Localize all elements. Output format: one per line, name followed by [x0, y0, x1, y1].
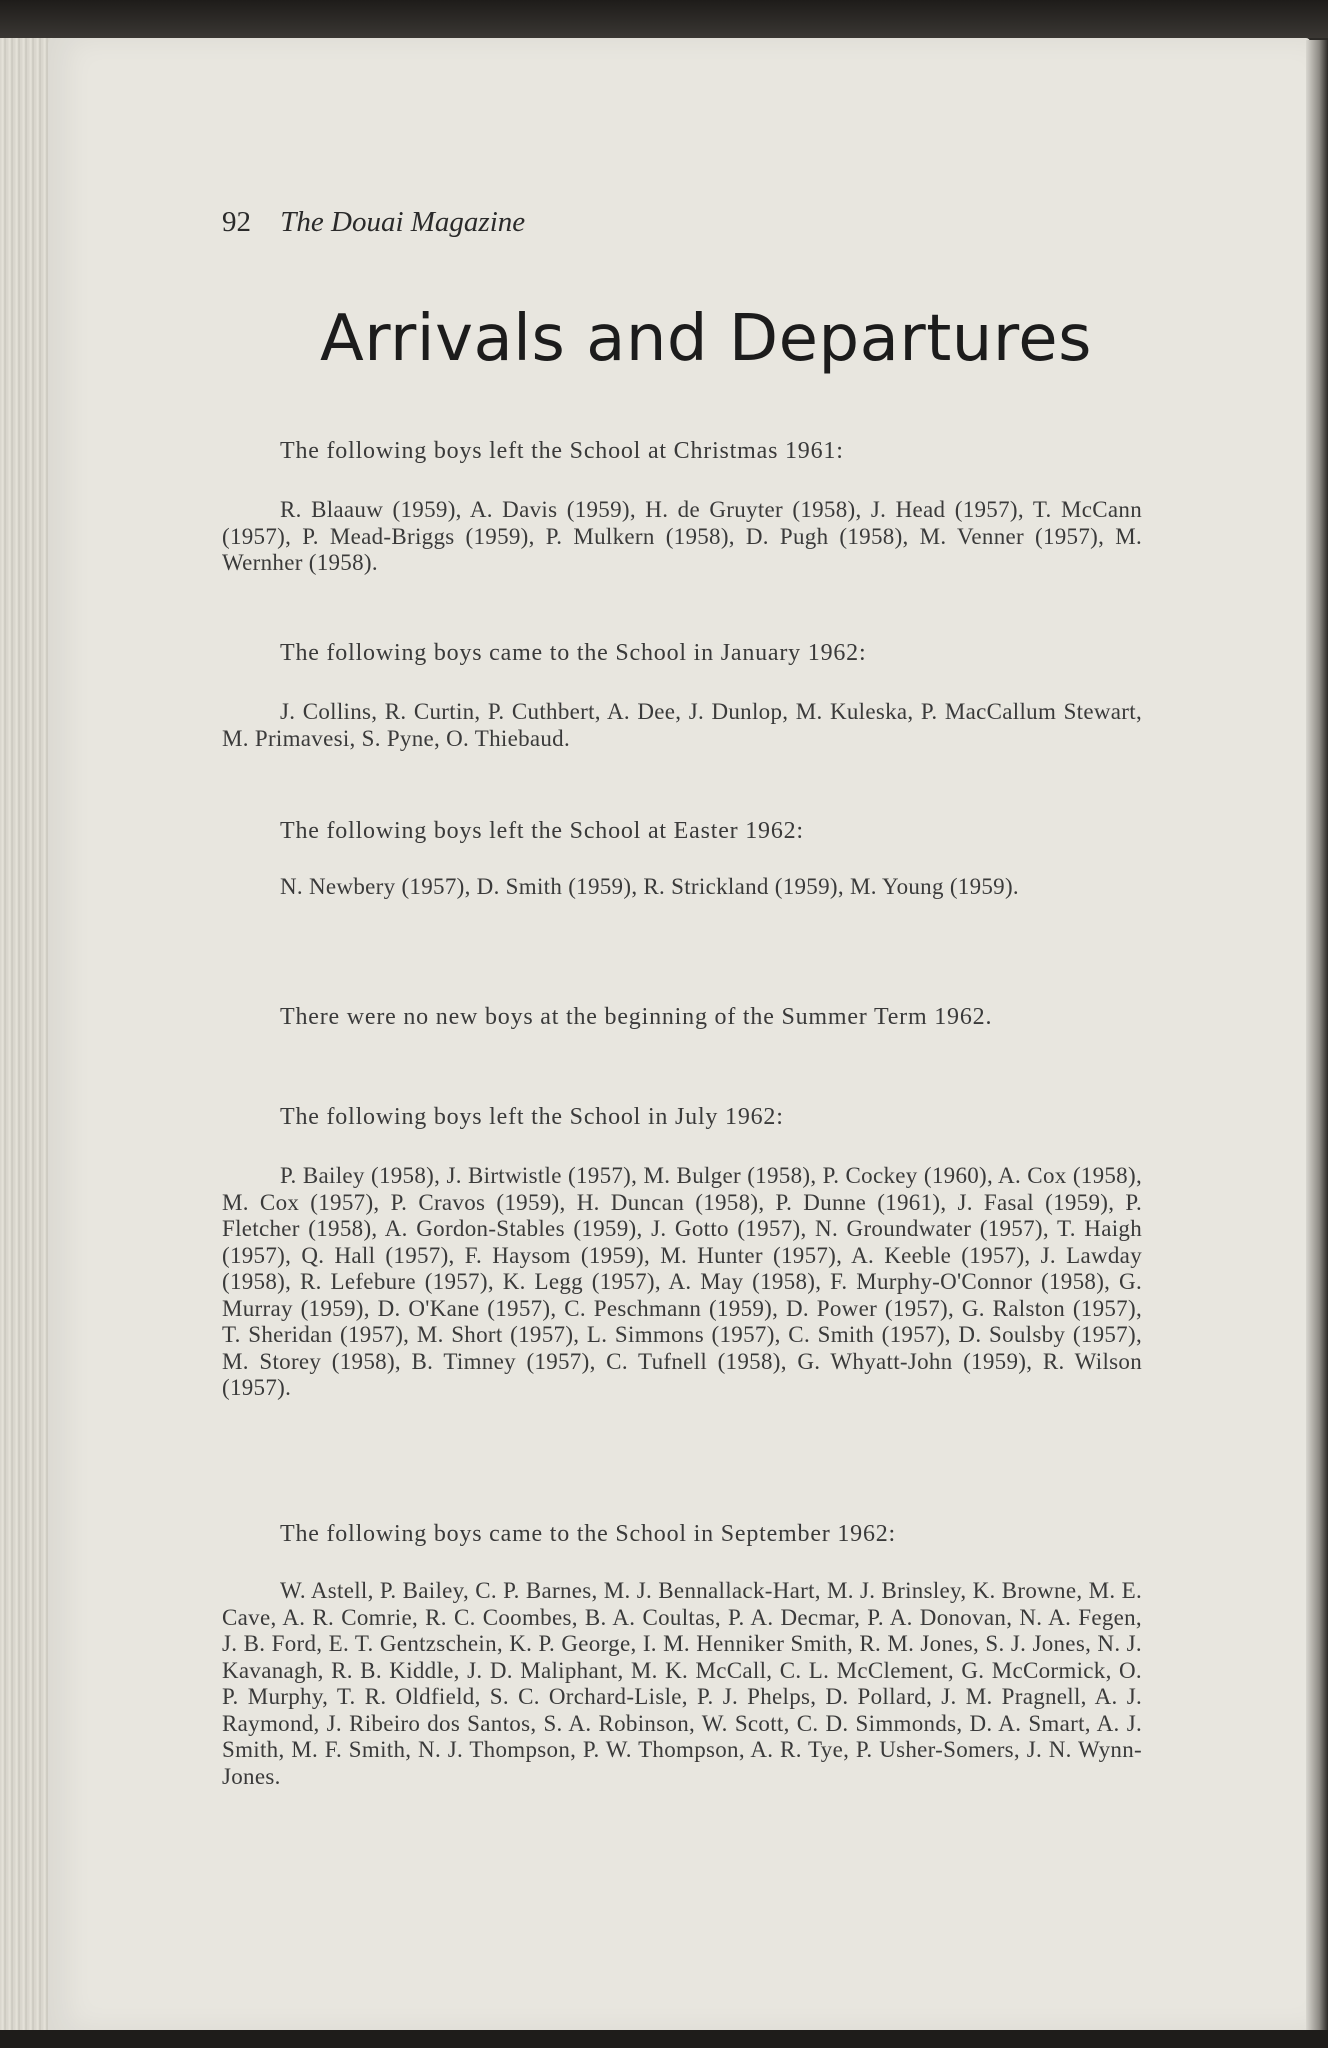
names-left-easter-1962: N. Newbery (1957), D. Smith (1959), R. Strickland (1959), M. Young (1959).: [280, 874, 1019, 899]
names-came-january-1962: J. Collins, R. Curtin, P. Cuthbert, A. Dee, J. Dunlop, M. Kuleska, P. MacCallum Stewart, M. Primavesi, S. Pyne, O. Thiebaud.: [222, 699, 1142, 751]
names-left-christmas-1961: R. Blaauw (1959), A. Davis (1959), H. de Gruyter (1958), J. Head (1957), T. McCann (1957), P. Mead-Briggs (1959), P. Mulkern (1958), D. Pugh (1958), M. Venner (1957), M. Wernher (1958).: [222, 497, 1142, 575]
section-intro-january-1962: The following boys came to the School in January 1962:: [280, 640, 867, 666]
binding-bottom-edge: [0, 2030, 1328, 2048]
names-left-july-1962: P. Bailey (1958), J. Birtwistle (1957), M. Bulger (1958), P. Cockey (1960), A. Cox (1958), M. Cox (1957), P. Cravos (1959), H. Duncan (1958), P. Dunne (1961), J. Fasal (1959), P. Fletcher (1958), A. Gordon-Stables (1959), J. Gotto (1957), N. Groundwater (1957), T. Haigh (1957), Q. Hall (1957), F. Haysom (1959), M. Hunter (1957), A. Keeble (1957), J. Lawday (1958), R. Lefebure (1957), K. Legg (1957), A. May (1958), F. Murphy-O'Connor (1958), G. Murray (1959), D. O'Kane (1957), C. Peschmann (1959), D. Power (1957), G. Ralston (1957), T. Sheridan (1957), M. Short (1957), L. Simmons (1957), C. Smith (1957), D. Soulsby (1957), M. Storey (1958), B. Timney (1957), C. Tufnell (1958), G. Whyatt-John (1959), R. Wilson (1957).: [222, 1163, 1142, 1400]
running-header: [222, 206, 525, 239]
names-came-september-1962: W. Astell, P. Bailey, C. P. Barnes, M. J. Bennallack-Hart, M. J. Brinsley, K. Browne, M. E. Cave, A. R. Comrie, R. C. Coombes, B. A. Coultas, P. A. Decmar, P. A. Donovan, N. A. Fegen, J. B. Ford, E. T. Gentzschein, K. P. George, I. M. Henniker Smith, R. M. Jones, S. J. Jones, N. J. Kavanagh, R. B. Kiddle, J. D. Maliphant, M. K. McCall, C. L. McClement, G. McCormick, O. P. Murphy, T. R. Oldfield, S. C. Orchard-Lisle, P. J. Phelps, D. Pollard, J. M. Pragnell, A. J. Raymond, J. Ribeiro dos Santos, S. A. Robinson, W. Scott, C. D. Simmonds, D. A. Smart, A. J. Smith, M. F. Smith, N. J. Thompson, P. W. Thompson, A. R. Tye, P. Usher-Somers, J. N. Wynn-Jones.: [222, 1578, 1142, 1789]
section-intro-september-1962: The following boys came to the School in September 1962:: [280, 1521, 897, 1547]
note-summer-term-1962: There were no new boys at the beginning of the Summer Term 1962.: [280, 1004, 993, 1030]
binding-top-edge: [0, 0, 1328, 38]
page-number: 92: [222, 206, 251, 238]
page-gutter-shadow: [1306, 40, 1328, 2030]
section-intro-christmas-1961: The following boys left the School at Christmas 1961:: [280, 438, 844, 464]
section-intro-easter-1962: The following boys left the School at Easter 1962:: [280, 818, 804, 844]
section-intro-july-1962: The following boys left the School in July 1962:: [280, 1104, 784, 1130]
magazine-title: The Douai Magazine: [280, 206, 526, 238]
article-title: Arrivals and Departures: [320, 302, 1092, 376]
